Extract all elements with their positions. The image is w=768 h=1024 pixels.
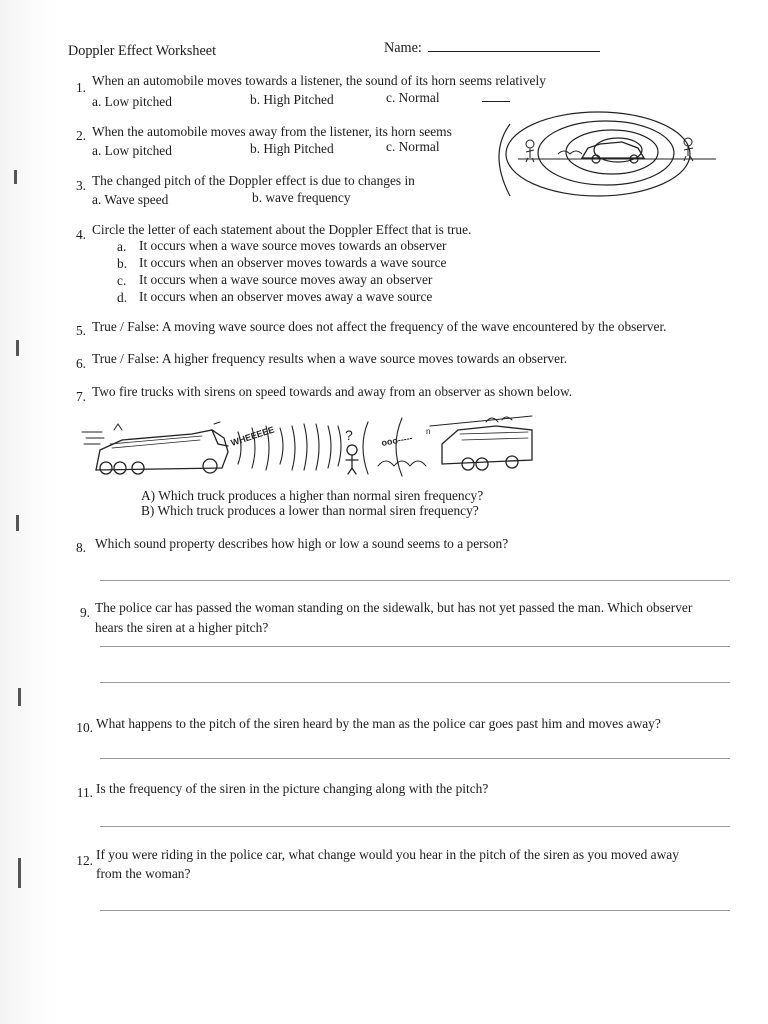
question-4-number: 4.: [75, 227, 86, 242]
truck-sound-label: WHEEEEE: [229, 424, 276, 448]
question-2-option-c[interactable]: c. Normal: [386, 139, 440, 154]
question-10-number: 10.: [76, 720, 93, 735]
question-5-text[interactable]: True / False: A moving wave source does not affect the frequency of the wave encountered by the observer.: [92, 319, 667, 334]
question-11-number: 11.: [76, 785, 93, 800]
question-6-text[interactable]: True / False: A higher frequency results when a wave source moves towards an observer.: [92, 351, 568, 366]
question-4-option-d-text[interactable]: It occurs when an observer moves away a wave source: [139, 289, 433, 304]
receding-sound-end: n: [426, 427, 431, 436]
question-9-answer-line-2[interactable]: [100, 682, 730, 683]
question-4-option-c-text[interactable]: It occurs when a wave source moves away an observer: [139, 272, 433, 287]
fire-truck-illustration: [82, 404, 536, 484]
receding-sound-label: ooo-----: [380, 432, 414, 448]
scan-mark: [14, 170, 17, 184]
question-7-number: 7.: [75, 389, 86, 404]
question-3-number: 3.: [75, 178, 86, 193]
question-12-answer-line[interactable]: [100, 910, 730, 911]
question-8-answer-line[interactable]: [100, 580, 730, 581]
question-4-option-b-text[interactable]: It occurs when an observer moves towards a wave source: [139, 255, 447, 270]
question-11-text: Is the frequency of the siren in the picture changing along with the pitch?: [96, 781, 489, 796]
question-7-sub-b[interactable]: B) Which truck produces a lower than normal siren frequency?: [141, 503, 479, 518]
observer-question-mark: ?: [345, 427, 353, 443]
question-8-text: Which sound property describes how high or low a sound seems to a person?: [95, 536, 509, 551]
question-3-text: The changed pitch of the Doppler effect is due to changes in: [92, 173, 415, 188]
name-blank-line[interactable]: [428, 51, 600, 52]
question-2-option-a[interactable]: a. Low pitched: [92, 143, 172, 158]
question-2-option-b[interactable]: b. High Pitched: [250, 141, 334, 156]
question-12-text-continued: from the woman?: [96, 866, 191, 881]
question-4-option-a-letter[interactable]: a.: [117, 239, 127, 254]
scan-mark: [18, 688, 21, 706]
question-9-text: The police car has passed the woman standing on the sidewalk, but has not yet passed the man. Which observer: [95, 600, 693, 615]
question-4-option-a-text[interactable]: It occurs when a wave source moves towards an observer: [139, 238, 447, 253]
question-3-option-b[interactable]: b. wave frequency: [252, 190, 351, 205]
question-7-text: Two fire trucks with sirens on speed towards and away from an observer as shown below.: [92, 384, 573, 399]
question-11-answer-line[interactable]: [100, 826, 730, 827]
question-1-answer-line[interactable]: [482, 101, 510, 102]
scan-mark: [16, 340, 19, 356]
scan-mark: [18, 858, 21, 888]
question-9-number: 9.: [79, 605, 90, 620]
question-2-text: When the automobile moves away from the listener, its horn seems: [92, 124, 452, 139]
question-4-option-d-letter[interactable]: d.: [117, 290, 128, 305]
scan-mark: [16, 515, 19, 531]
question-10-text: What happens to the pitch of the siren heard by the man as the police car goes past him and moves away?: [96, 716, 661, 731]
question-1-text: When an automobile moves towards a listener, the sound of its horn seems relatively: [92, 73, 546, 88]
question-6-number: 6.: [75, 356, 86, 371]
doppler-car-illustration: [488, 104, 718, 204]
question-8-number: 8.: [75, 540, 86, 555]
question-7-sub-a[interactable]: A) Which truck produces a higher than normal siren frequency?: [141, 488, 484, 503]
worksheet-title: Doppler Effect Worksheet: [68, 43, 217, 59]
question-9-text-continued: hears the siren at a higher pitch?: [95, 620, 269, 635]
question-12-number: 12.: [76, 853, 93, 868]
question-1-number: 1.: [75, 80, 86, 95]
question-9-answer-line-1[interactable]: [100, 646, 730, 647]
question-4-option-b-letter[interactable]: b.: [117, 256, 128, 271]
question-1-option-c[interactable]: c. Normal: [386, 90, 440, 105]
question-5-number: 5.: [75, 323, 86, 338]
question-10-answer-line[interactable]: [100, 758, 730, 759]
name-label: Name:: [384, 40, 422, 56]
question-4-option-c-letter[interactable]: c.: [117, 273, 127, 288]
question-4-text: Circle the letter of each statement about the Doppler Effect that is true.: [92, 222, 472, 237]
question-2-number: 2.: [75, 128, 86, 143]
question-3-option-a[interactable]: a. Wave speed: [92, 192, 169, 207]
question-1-option-b[interactable]: b. High Pitched: [250, 92, 334, 107]
question-1-option-a[interactable]: a. Low pitched: [92, 94, 172, 109]
question-12-text: If you were riding in the police car, what change would you hear in the pitch of the siren as you moved away: [96, 847, 679, 862]
